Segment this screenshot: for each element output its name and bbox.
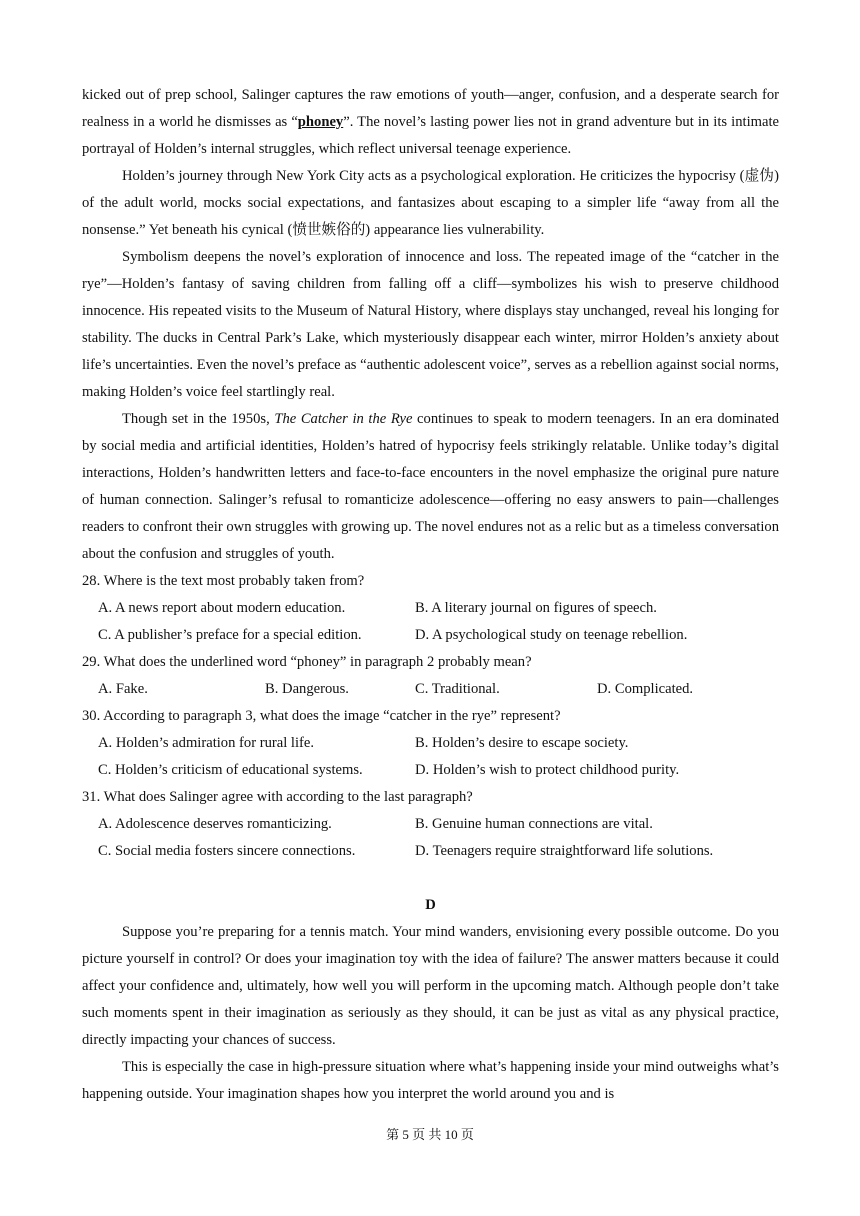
text: kicked out of prep school, Salinger captures the raw emotions of youth—anger, confusion, and a desperate search for realness in a world he dismisses as “ <box>82 87 779 130</box>
question-stem: 29. What does the underlined word “phoney” in paragraph 2 probably mean? <box>82 654 532 670</box>
option-b: B. Holden’s desire to escape society. <box>415 735 629 751</box>
question-stem: 31. What does Salinger agree with according to the last paragraph? <box>82 789 473 805</box>
underlined-word-phoney: phoney <box>297 114 344 130</box>
option-c: C. Traditional. <box>415 681 500 697</box>
options <box>82 730 779 784</box>
text: continues to speak to modern teenagers. In an era dominated by social media and artificial identities, Holden’s hatred of hypocrisy feels strikingly relatable. Unlike today’s digital interactions, Holden’s handwritten letters and face-to-face encounters in the novel emphasize the original pure nature of human connection. Salinger’s refusal to romanticize adolescence—offering no easy answers to pain—challenges readers to confront their own struggles with growing up. The novel endures not as a relic but as a timeless conversation about the confusion and struggles of youth. <box>82 411 779 562</box>
option-c: C. A publisher’s preface for a special edition. <box>98 627 362 643</box>
option-a: A. Fake. <box>98 681 148 697</box>
text: ”. The novel’s lasting power lies not in grand adventure but in its intimate portrayal of Holden’s internal struggles, which reflect universal teenage experience. <box>82 114 779 157</box>
book-title: The Catcher in the Rye <box>274 411 413 427</box>
question-30 <box>82 703 779 784</box>
option-b: B. Genuine human connections are vital. <box>415 816 653 832</box>
option-d: D. Holden’s wish to protect childhood purity. <box>415 762 680 778</box>
option-b: B. A literary journal on figures of speech. <box>415 600 657 616</box>
paragraph-c3: Symbolism deepens the novel’s exploration of innocence and loss. The repeated image of the “catcher in the rye”—Holden’s fantasy of saving children from falling off a cliff—symbolizes his wish to preserve childhood innocence. His repeated visits to the Museum of Natural History, where displays stay unchanged, reveal his longing for stability. The ducks in Central Park’s Lake, which mysteriously disappear each winter, mirror Holden’s anxiety about life’s uncertainties. Even the novel’s preface as “authentic adolescent voice”, serves as a rebellion against social norms, making Holden’s voice feel startlingly real. <box>82 249 779 400</box>
question-stem: 30. According to paragraph 3, what does the image “catcher in the rye” represent? <box>82 708 561 724</box>
options <box>82 676 779 703</box>
option-a: A. Adolescence deserves romanticizing. <box>98 816 332 832</box>
option-a: A. A news report about modern education. <box>98 600 346 616</box>
paragraph-d1: Suppose you’re preparing for a tennis match. Your mind wanders, envisioning every possible outcome. Do you picture yourself in control? Or does your imagination toy with the idea of failure? The answer matters because it could affect your confidence and, ultimately, how well you will perform in the upcoming match. Although people don’t take such moments spent in their imagination as seriously as they should, it can be just as vital as any physical practice, directly impacting your chances of success. <box>82 924 779 1048</box>
option-d: D. A psychological study on teenage rebellion. <box>415 627 688 643</box>
option-c: C. Social media fosters sincere connections. <box>98 843 356 859</box>
question-29 <box>82 649 779 703</box>
question-31 <box>82 784 779 865</box>
page-content <box>82 82 779 1108</box>
option-d: D. Complicated. <box>597 681 694 697</box>
question-28 <box>82 568 779 649</box>
text: Though set in the 1950s, <box>122 411 275 427</box>
paragraph-d2: This is especially the case in high-pressure situation where what’s happening inside your mind outweighs what’s happening outside. Your imagination shapes how you interpret the world around you and is <box>82 1059 779 1102</box>
option-d: D. Teenagers require straightforward life solutions. <box>415 843 714 859</box>
section-heading-d: D <box>425 897 436 913</box>
question-stem: 28. Where is the text most probably taken from? <box>82 573 365 589</box>
option-b: B. Dangerous. <box>265 681 349 697</box>
option-a: A. Holden’s admiration for rural life. <box>98 735 315 751</box>
option-c: C. Holden’s criticism of educational systems. <box>98 762 363 778</box>
options <box>82 811 779 865</box>
page-footer: 第 5 页 共 10 页 <box>386 1127 474 1142</box>
paragraph-c2: Holden’s journey through New York City acts as a psychological exploration. He criticizes the hypocrisy (虚伪) of the adult world, mocks social expectations, and fantasizes about escaping to a simpler life “away from all the nonsense.” Yet beneath his cynical (愤世嫉俗的) appearance lies vulnerability. <box>82 168 779 238</box>
options <box>82 595 779 649</box>
paragraph-c4 <box>82 406 779 568</box>
paragraph-c1 <box>82 82 779 163</box>
